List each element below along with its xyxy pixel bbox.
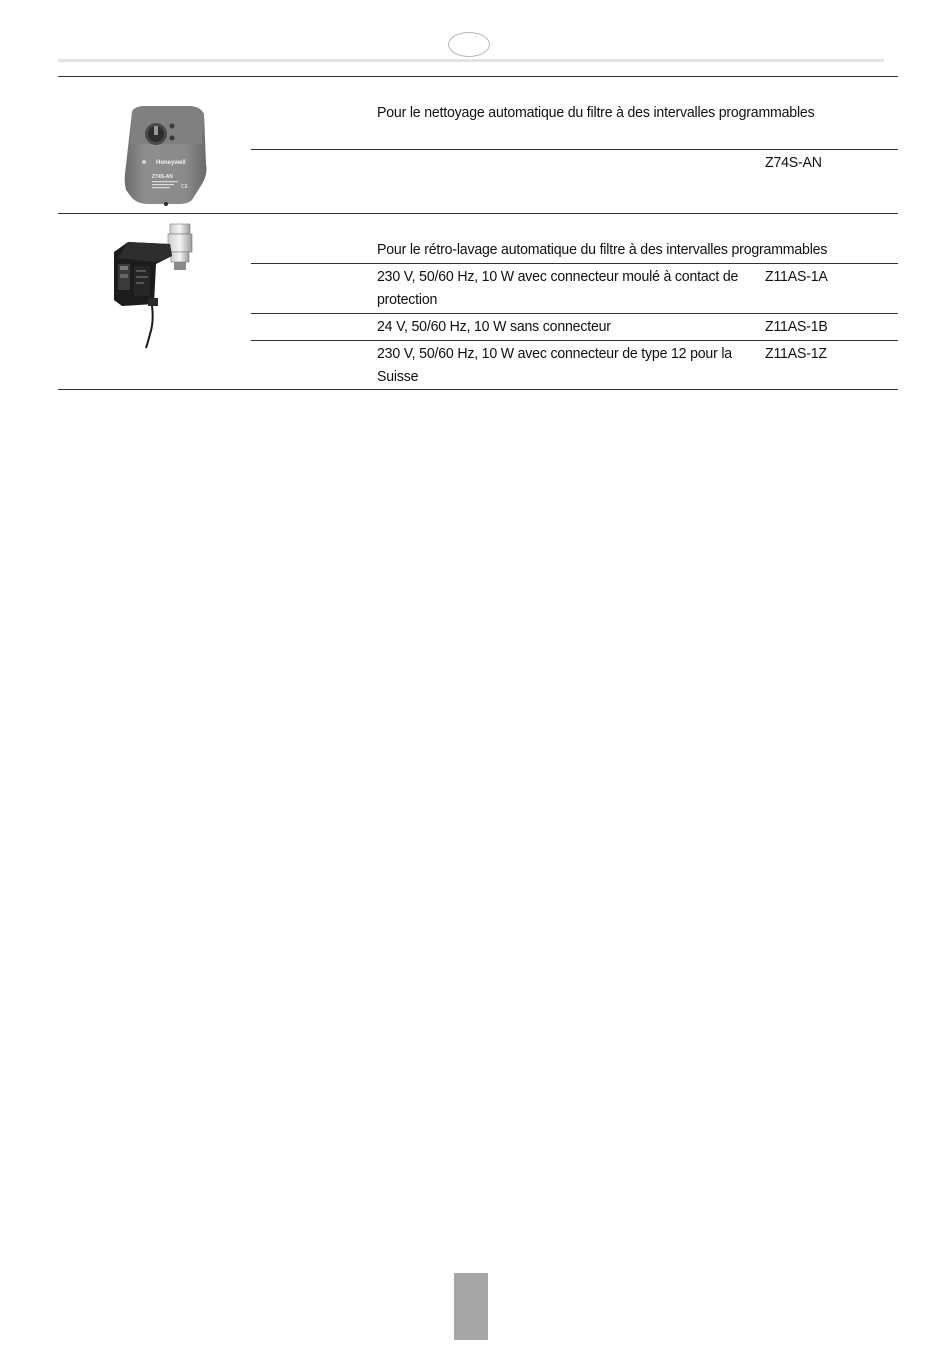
product-divider-rule [58,213,898,214]
actuator-z74s-an-photo-icon [118,104,214,210]
model-print: Z74S-AN [152,174,173,180]
svg-text:CE: CE [181,184,188,190]
row-rule [251,149,898,150]
variant-code: Z11AS-1B [765,318,828,335]
variant-spec: 24 V, 50/60 Hz, 10 W sans connecteur [377,318,611,335]
language-badge-oval [448,32,490,57]
product-description: Pour le rétro-lavage automatique du filtre à des intervalles programmables [377,241,828,258]
solenoid-backwash-actuator-photo-icon [108,222,196,352]
brand-text: Honeywell [156,160,186,166]
table-top-rule [58,76,898,77]
row-rule [251,263,898,264]
row-rule [251,340,898,341]
product-code: Z74S-AN [765,154,822,171]
variant-spec: 230 V, 50/60 Hz, 10 W avec connecteur moulé à contact de protection [377,268,739,308]
product-description: Pour le nettoyage automatique du filtre à des intervalles programmables [377,104,815,121]
variant-spec: 230 V, 50/60 Hz, 10 W avec connecteur de type 12 pour la Suisse [377,345,732,385]
header-rule [58,59,884,62]
row-rule [251,313,898,314]
table-bottom-rule [58,389,898,390]
variant-code: Z11AS-1A [765,268,828,285]
page-number-tab [454,1273,488,1340]
variant-code: Z11AS-1Z [765,345,827,362]
